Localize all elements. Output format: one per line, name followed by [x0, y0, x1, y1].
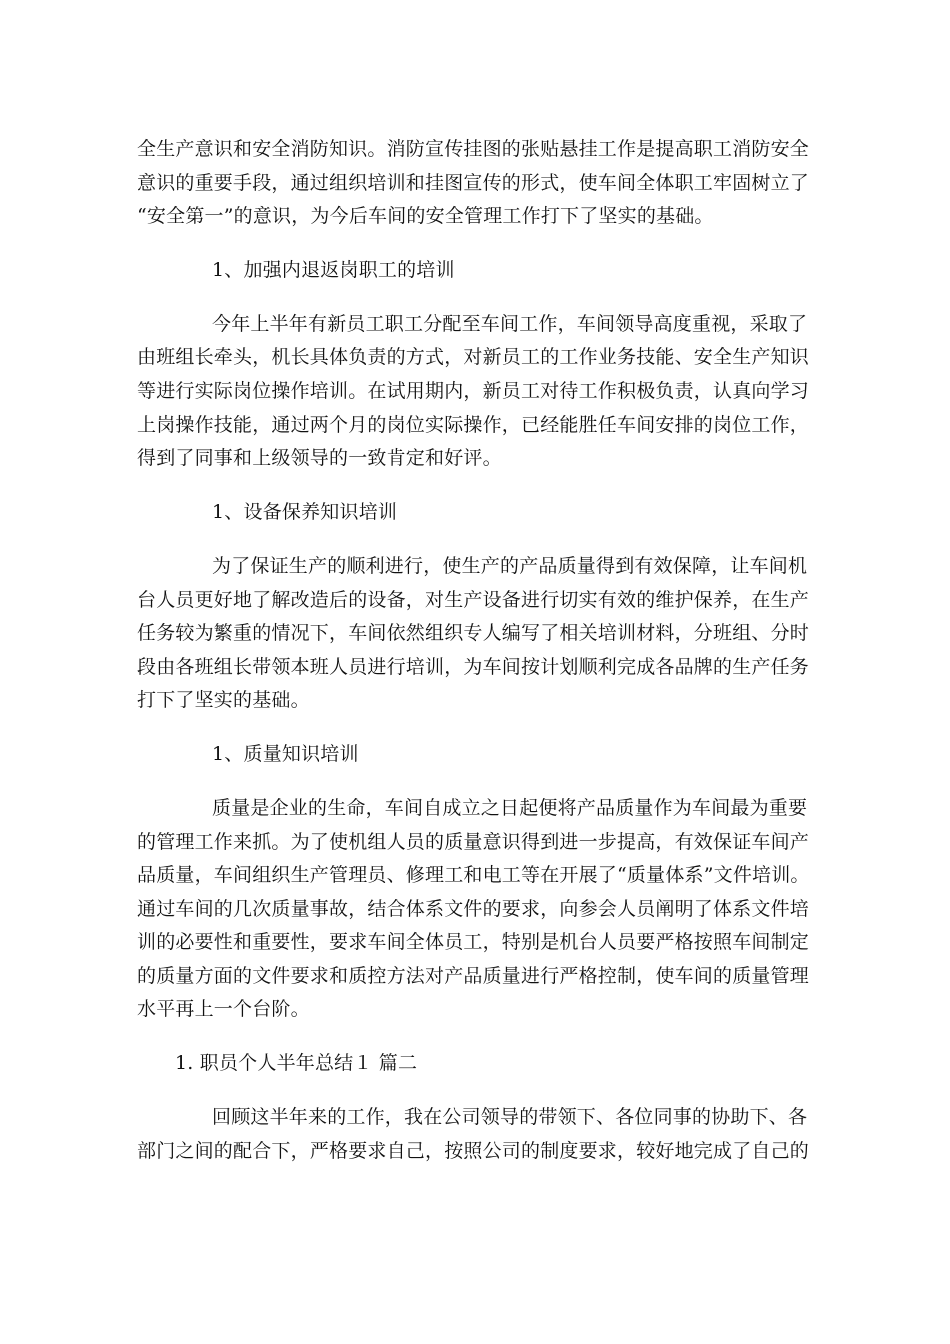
paragraph-line: 得到了同事和上级领导的一致肯定和好评。 [137, 447, 502, 469]
section-heading: 1、加强内退返岗职工的培训 [212, 259, 455, 281]
paragraph-line: 意识的重要手段，通过组织培训和挂图宣传的形式，使车间全体职工牢固树立了 [137, 172, 810, 194]
paragraph-line: 今年上半年有新员工职工分配至车间工作，车间领导高度重视，采取了 [212, 313, 808, 335]
paragraph-line: “安全第一”的意识，为今后车间的安全管理工作打下了坚实的基础。 [137, 205, 714, 227]
paragraph-line: 的质量方面的文件要求和质控方法对产品质量进行严格控制，使车间的质量管理 [137, 965, 810, 987]
paragraph-line: 通过车间的几次质量事故，结合体系文件的要求，向参会人员阐明了体系文件培 [137, 898, 810, 920]
paragraph-line: 上岗操作技能，通过两个月的岗位实际操作，已经能胜任车间安排的岗位工作， [137, 414, 810, 436]
paragraph-line: 水平再上一个台阶。 [137, 998, 310, 1020]
paragraph-line: 任务较为繁重的情况下，车间依然组织专人编写了相关培训材料，分班组、分时 [137, 622, 810, 644]
paragraph-line: 品质量，车间组织生产管理员、修理工和电工等在开展了“质量体系”文件培训。 [137, 864, 810, 886]
paragraph-line: 打下了坚实的基础。 [137, 689, 310, 711]
paragraph-line: 部门之间的配合下，严格要求自己，按照公司的制度要求，较好地完成了自己的 [137, 1140, 810, 1162]
paragraph-line: 的管理工作来抓。为了使机组人员的质量意识得到进一步提高，有效保证车间产 [137, 831, 810, 853]
paragraph-line: 为了保证生产的顺利进行，使生产的产品质量得到有效保障，让车间机 [212, 555, 808, 577]
paragraph-line: 质量是企业的生命，车间自成立之日起便将产品质量作为车间最为重要 [212, 797, 808, 819]
section-heading: 1、质量知识培训 [212, 743, 359, 765]
section-heading: 1、设备保养知识培训 [212, 501, 398, 523]
paragraph-line: 回顾这半年来的工作，我在公司领导的带领下、各位同事的协助下、各 [212, 1106, 808, 1128]
paragraph-line: 训的必要性和重要性，要求车间全体员工，特别是机台人员要严格按照车间制定 [137, 931, 810, 953]
section-heading: 1. 职员个人半年总结１ 篇二 [175, 1052, 418, 1074]
paragraph-line: 台人员更好地了解改造后的设备，对生产设备进行切实有效的维护保养，在生产 [137, 589, 810, 611]
paragraph-line: 段由各班组长带领本班人员进行培训，为车间按计划顺利完成各品牌的生产任务 [137, 656, 810, 678]
paragraph-line: 等进行实际岗位操作培训。在试用期内，新员工对待工作积极负责，认真向学习 [137, 380, 810, 402]
paragraph-line: 全生产意识和安全消防知识。消防宣传挂图的张贴悬挂工作是提高职工消防安全 [137, 138, 810, 160]
paragraph-line: 由班组长牵头，机长具体负责的方式，对新员工的工作业务技能、安全生产知识 [137, 346, 810, 368]
